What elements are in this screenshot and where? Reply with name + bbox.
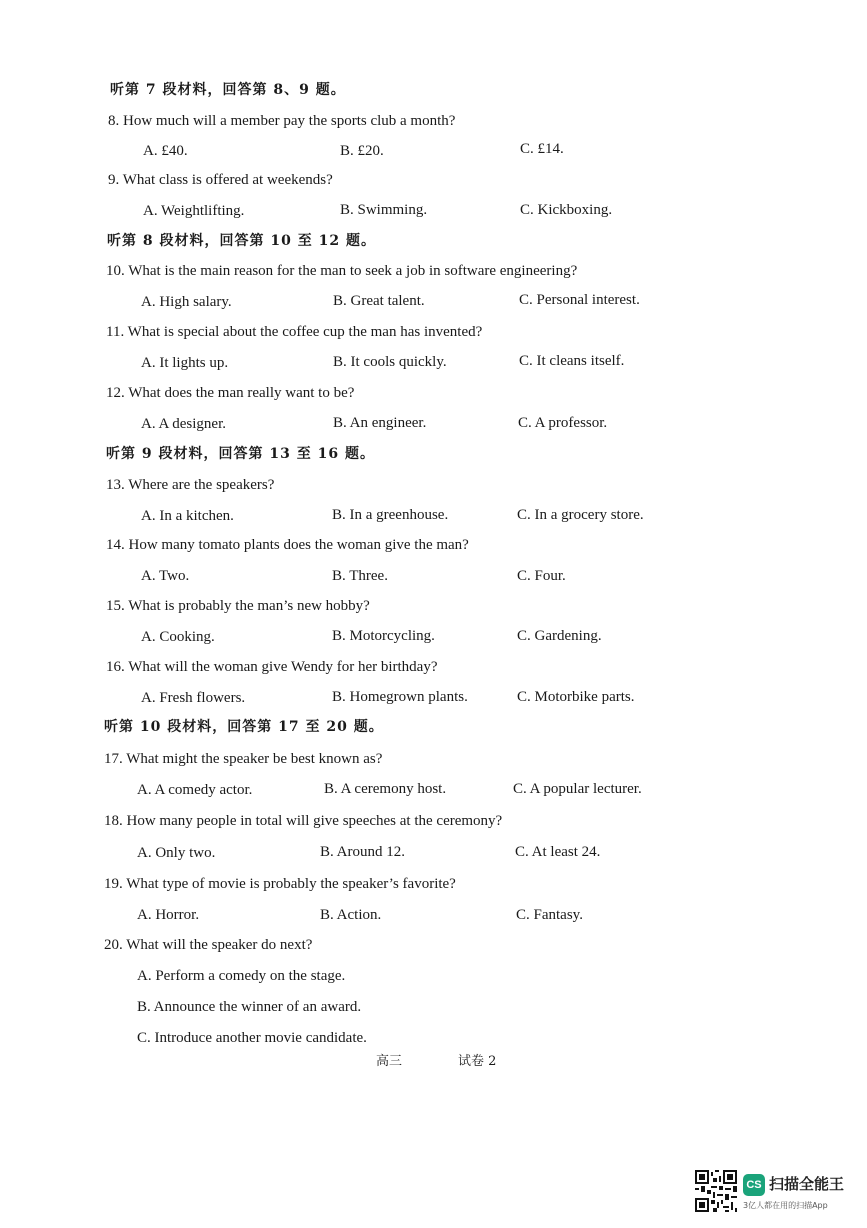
question-19: 19. What type of movie is probably the speaker’s favorite? — [104, 876, 456, 892]
camscanner-logo: CS — [743, 1174, 765, 1196]
scanner-brand: 扫描全能王 — [769, 1175, 845, 1193]
q15-option-a: A. Cooking. — [141, 629, 215, 645]
q20-option-c: C. Introduce another movie candidate. — [137, 1030, 367, 1046]
q8-option-a: A. £40. — [143, 143, 188, 159]
q13-option-c: C. In a grocery store. — [517, 507, 644, 523]
question-11: 11. What is special about the coffee cup the man has invented? — [106, 324, 483, 340]
q12-option-b: B. An engineer. — [333, 415, 427, 431]
q13-option-b: B. In a greenhouse. — [332, 507, 449, 523]
scanner-watermark — [695, 1168, 867, 1216]
q19-option-b: B. Action. — [320, 907, 382, 923]
section-header-7: 听第 7 段材料，回答第 8、9 题。 — [110, 82, 346, 98]
q20-option-b: B. Announce the winner of an award. — [137, 999, 362, 1015]
qr-code-icon — [695, 1170, 737, 1212]
question-14: 14. How many tomato plants does the woman give the man? — [106, 537, 469, 553]
q8-option-c: C. £14. — [520, 141, 564, 157]
q13-option-a: A. In a kitchen. — [141, 508, 234, 524]
q12-option-c: C. A professor. — [518, 415, 608, 431]
q12-option-a: A. A designer. — [141, 416, 226, 432]
question-18: 18. How many people in total will give speeches at the ceremony? — [104, 813, 503, 829]
q14-option-a: A. Two. — [141, 568, 190, 584]
q20-option-a: A. Perform a comedy on the stage. — [137, 968, 346, 984]
section-header-9: 听第 9 段材料，回答第 13 至 16 题。 — [106, 446, 375, 462]
question-12: 12. What does the man really want to be? — [106, 385, 355, 401]
q18-option-b: B. Around 12. — [320, 844, 406, 860]
q9-option-a: A. Weightlifting. — [143, 203, 245, 219]
question-20: 20. What will the speaker do next? — [104, 937, 313, 953]
q10-option-b: B. Great talent. — [333, 293, 425, 309]
q9-option-b: B. Swimming. — [340, 202, 428, 218]
question-9: 9. What class is offered at weekends? — [108, 172, 333, 188]
question-17: 17. What might the speaker be best known as? — [104, 751, 383, 767]
q15-option-b: B. Motorcycling. — [332, 628, 435, 644]
question-8: 8. How much will a member pay the sports club a month? — [108, 113, 456, 129]
q17-option-c: C. A popular lecturer. — [513, 781, 642, 797]
q14-option-b: B. Three. — [332, 568, 388, 584]
section-header-8: 听第 8 段材料，回答第 10 至 12 题。 — [107, 233, 376, 249]
q15-option-c: C. Gardening. — [517, 628, 602, 644]
q19-option-c: C. Fantasy. — [516, 907, 583, 923]
q16-option-c: C. Motorbike parts. — [517, 689, 635, 705]
footer-grade: 高三 — [376, 1054, 403, 1069]
q10-option-c: C. Personal interest. — [519, 292, 640, 308]
q16-option-a: A. Fresh flowers. — [141, 690, 246, 706]
q19-option-a: A. Horror. — [137, 907, 200, 923]
q11-option-b: B. It cools quickly. — [333, 354, 447, 370]
q11-option-a: A. It lights up. — [141, 355, 229, 371]
question-16: 16. What will the woman give Wendy for her birthday? — [106, 659, 438, 675]
footer-paper-number: 试卷 2 — [458, 1054, 497, 1069]
q16-option-b: B. Homegrown plants. — [332, 689, 468, 705]
q17-option-b: B. A ceremony host. — [324, 781, 447, 797]
q14-option-c: C. Four. — [517, 568, 566, 584]
q17-option-a: A. A comedy actor. — [137, 782, 253, 798]
question-15: 15. What is probably the man’s new hobby? — [106, 598, 370, 614]
q18-option-c: C. At least 24. — [515, 844, 601, 860]
q10-option-a: A. High salary. — [141, 294, 232, 310]
question-13: 13. Where are the speakers? — [106, 477, 275, 493]
q9-option-c: C. Kickboxing. — [520, 202, 613, 218]
question-10: 10. What is the main reason for the man to seek a job in software engineering? — [106, 263, 578, 279]
q18-option-a: A. Only two. — [137, 845, 216, 861]
q11-option-c: C. It cleans itself. — [519, 353, 625, 369]
q8-option-b: B. £20. — [340, 143, 384, 159]
section-header-10: 听第 10 段材料，回答第 17 至 20 题。 — [104, 719, 384, 735]
scanner-tagline: 3亿人都在用的扫描App — [743, 1201, 828, 1210]
